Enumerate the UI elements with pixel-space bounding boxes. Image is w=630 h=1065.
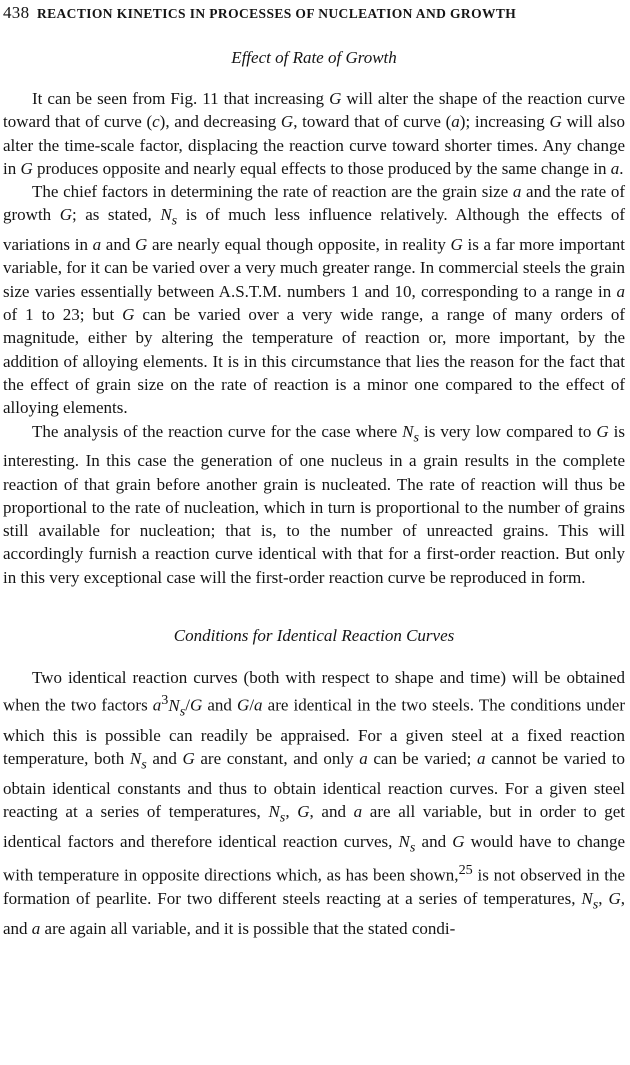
running-title: REACTION KINETICS IN PROCESSES OF NUCLEATION AND GROWTH (36, 6, 517, 21)
paragraph: It can be seen from Fig. 11 that increasing G will alter the shape of the reaction curve toward that of curve (c), and decreasing G, toward that of curve (a); increasing G will also alter the time-scale factor, displacing the reaction curve toward shorter times. Any change in G produces opposite and nearly equal effects to those produced by the same change in a. (3, 89, 626, 178)
paragraph: Two identical reaction curves (both with respect to shape and time) will be obtained when the two factors $a^3N_s/G$ and G/a are identical in the two steels. The conditions under which this is possible can readily be appraised. For a given steel at a fixed reaction temperature, both $N_s$ and G are constant, and only a can be varied; a cannot be varied to obtain identical constants and thus to obtain identical reaction curves. For a given steel reacting at a series of temperatures, $N_s$, G, and a are all variable, but in order to get identical factors and therefore identical reaction curves, $N_s$ and G would have to change with temperature in opposite directions which, as has been shown,$^{25}$ is not observed in the formation of pearlite. For two different steels reacting at a series of temperatures, $N_s$, G, and a are again all variable, and it is possible that the stated condi- (3, 668, 626, 938)
section-heading-rate-of-growth: Effect of Rate of Growth (231, 48, 397, 67)
section-heading-identical-curves: Conditions for Identical Reaction Curves (173, 626, 455, 646)
page-number: 438 (3, 3, 30, 22)
paragraph: The analysis of the reaction curve for the case where $N_s$ is very low compared to G is interesting. In this case the generation of one nucleus in a grain results in the complete reaction of that grain before another grain is nucleated. The rate of reaction will thus be proportional to the rate of nucleation, which in turn is proportional to the number of grains still available for nucleation; that is, to the number of unreacted grains. This will accordingly furnish a reaction curve identical with that for a first-order reaction. But only in this very exceptional case will the first-order reaction curve be reproduced in form. (3, 421, 625, 587)
running-head (3, 3, 625, 25)
paragraph: The chief factors in determining the rate of reaction are the grain size a and the rate of growth G; as stated, $N_s$ is of much less influence relatively. Although the effects of variations in a and G are nearly equal though opposite, in reality G is a far more important variable, for it can be varied over a very much greater range. In commercial steels the grain size varies essentially between A.S.T.M. numbers 1 and 10, corresponding to a range in a of 1 to 23; but G can be varied over a very wide range, a range of many orders of magnitude, either by altering the temperature of reaction or, more important, by the addition of alloying elements. It is in this circumstance that lies the reason for the fact that the effect of grain size on the rate of reaction is a minor one compared to the effect of alloying elements. (3, 182, 625, 418)
